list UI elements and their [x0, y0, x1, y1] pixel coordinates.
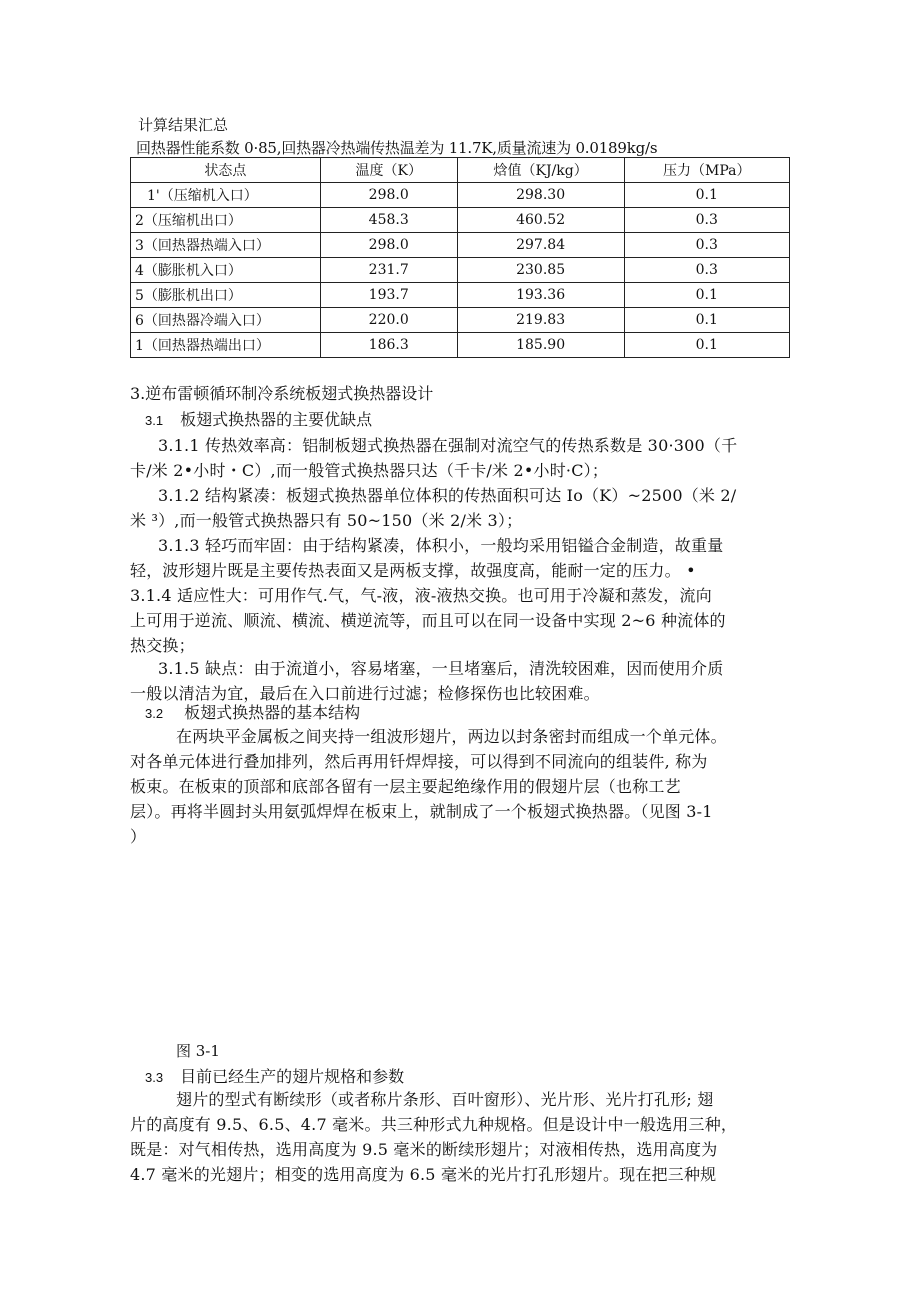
header-pressure: 压力（MPa）: [624, 158, 790, 183]
section-3-3-heading: [145, 1064, 404, 1087]
cell-enthalpy: 219.83: [457, 308, 624, 333]
section-number: 3.3: [145, 1070, 164, 1085]
header-enthalpy: 焓值（KJ/kg）: [457, 158, 624, 183]
cell-temperature: 458.3: [320, 208, 457, 233]
figure-caption: 图 3-1: [176, 1042, 220, 1060]
summary-subtitle: 回热器性能系数 0·85,回热器冷热端传热温差为 11.7K,质量流速为 0.0189kg/s: [136, 139, 658, 157]
cell-temperature: 186.3: [320, 333, 457, 358]
cell-state: 5（膨胀机出口）: [131, 283, 321, 308]
text-line: ）: [130, 827, 147, 846]
section-3-2-heading: [145, 700, 360, 723]
text-line: 米 ³）,而一般管式换热器只有 50~150（米 2/米 3）；: [130, 511, 523, 530]
table-row: [131, 208, 790, 233]
text-line: 4.7 毫米的光翅片；相变的选用高度为 6.5 毫米的光片打孔形翅片。现在把三种规: [130, 1165, 717, 1184]
cell-pressure: 0.3: [624, 208, 790, 233]
text-line: 3.1.3 轻巧而牢固：由于结构紧凑，体积小，一般均采用铝镒合金制造，故重量: [158, 536, 724, 555]
text-line: 对各单元体进行叠加排列，然后再用钎焊焊接，可以得到不同流向的组装件, 称为: [130, 752, 708, 771]
cell-state: 2（压缩机出口）: [131, 208, 321, 233]
cell-pressure: 0.1: [624, 333, 790, 358]
cell-temperature: 231.7: [320, 258, 457, 283]
cell-temperature: 193.7: [320, 283, 457, 308]
table-row: [131, 333, 790, 358]
cell-enthalpy: 193.36: [457, 283, 624, 308]
text-line: 3.1.5 缺点：由于流道小，容易堵塞，一旦堵塞后，清洗较困难，因而使用介质: [158, 659, 724, 678]
table-row: [131, 233, 790, 258]
text-line: 一般以清洁为宜，最后在入口前进行过滤；检修探伤也比较困难。: [130, 684, 600, 703]
paragraph-3-1-1: [130, 433, 800, 483]
summary-title: 计算结果汇总: [138, 116, 229, 134]
text-line: 翅片的型式有断续形（或者称片条形、百叶窗形）、光片形、光片打孔形; 翅: [176, 1090, 714, 1109]
paragraph-3-2: [130, 724, 820, 849]
paragraph-3-1-5: [130, 656, 800, 706]
section-number: 3.2: [145, 706, 164, 721]
text-line: 板束。在板束的顶部和底部各留有一层主要起绝缘作用的假翅片层（也称工艺: [130, 777, 681, 796]
section-number: 3.1: [145, 413, 164, 428]
cell-temperature: 298.0: [320, 183, 457, 208]
cell-enthalpy: 230.85: [457, 258, 624, 283]
cell-temperature: 220.0: [320, 308, 457, 333]
cell-enthalpy: 298.30: [457, 183, 624, 208]
cell-enthalpy: 185.90: [457, 333, 624, 358]
table-row: [131, 258, 790, 283]
cell-pressure: 0.1: [624, 183, 790, 208]
text-line: 上可用于逆流、顺流、横流、横逆流等，而且可以在同一设备中实现 2~6 种流体的: [130, 611, 726, 630]
cell-state: 1'（压缩机入口）: [131, 183, 321, 208]
paragraph-3-1-2: [130, 483, 800, 533]
cell-state: 4（膨胀机入口）: [131, 258, 321, 283]
text-line: 3.1.2 结构紧凑：板翅式换热器单位体积的传热面积可达 Io（K）~2500（米 2/: [158, 486, 737, 505]
header-temperature: 温度（K）: [320, 158, 457, 183]
cell-enthalpy: 460.52: [457, 208, 624, 233]
text-line: 3.1.4 适应性大：可用作气.气，气-液，液-液热交换。也可用于冷凝和蒸发，流向: [130, 586, 712, 605]
table-header-row: [131, 158, 790, 183]
results-table: [130, 157, 790, 358]
text-line: 层）。再将半圆封头用氨弧焊焊在板束上，就制成了一个板翅式换热器。（见图 3-1: [130, 802, 713, 821]
text-line: 热交换；: [130, 636, 195, 655]
cell-state: 1（回热器热端出口）: [131, 333, 321, 358]
cell-pressure: 0.3: [624, 258, 790, 283]
text-line: 卡/米 2•小时・C）,而一般管式换热器只达（千卡/米 2•小时·C）；: [130, 461, 609, 480]
text-line: 片的高度有 9.5、6.5、4.7 毫米。共三种形式九种规格。但是设计中一般选用三种，: [130, 1115, 738, 1134]
cell-pressure: 0.1: [624, 308, 790, 333]
section-3-heading: 3.逆布雷顿循环制冷系统板翅式换热器设计: [130, 384, 434, 403]
cell-state: 6（回热器冷端入口）: [131, 308, 321, 333]
text-line: 3.1.1 传热效率高：铝制板翅式换热器在强制对流空气的传热系数是 30·300（千: [158, 436, 738, 455]
text-line: 在两块平金属板之间夹持一组波形翅片，两边以封条密封而组成一个单元体。: [176, 727, 727, 746]
cell-enthalpy: 297.84: [457, 233, 624, 258]
table-row: [131, 308, 790, 333]
section-title: 板翅式换热器的基本结构: [184, 703, 361, 722]
section-title: 目前已经生产的翅片规格和参数: [180, 1067, 405, 1086]
table-row: [131, 283, 790, 308]
text-line: 既是：对气相传热，选用高度为 9.5 毫米的断续形翅片；对液相传热，选用高度为: [130, 1140, 718, 1159]
paragraph-3-3: [130, 1087, 810, 1187]
section-title: 板翅式换热器的主要优缺点: [180, 410, 373, 429]
section-3-1-heading: [145, 407, 372, 430]
cell-state: 3（回热器热端入口）: [131, 233, 321, 258]
paragraph-3-1-3: [130, 533, 800, 583]
cell-temperature: 298.0: [320, 233, 457, 258]
header-state-point: 状态点: [131, 158, 321, 183]
cell-pressure: 0.3: [624, 233, 790, 258]
paragraph-3-1-4: [130, 583, 800, 658]
text-line: 轻，波形翅片既是主要传热表面又是两板支撑，故强度高，能耐一定的压力。 •: [130, 561, 696, 580]
cell-pressure: 0.1: [624, 283, 790, 308]
table-row: [131, 183, 790, 208]
